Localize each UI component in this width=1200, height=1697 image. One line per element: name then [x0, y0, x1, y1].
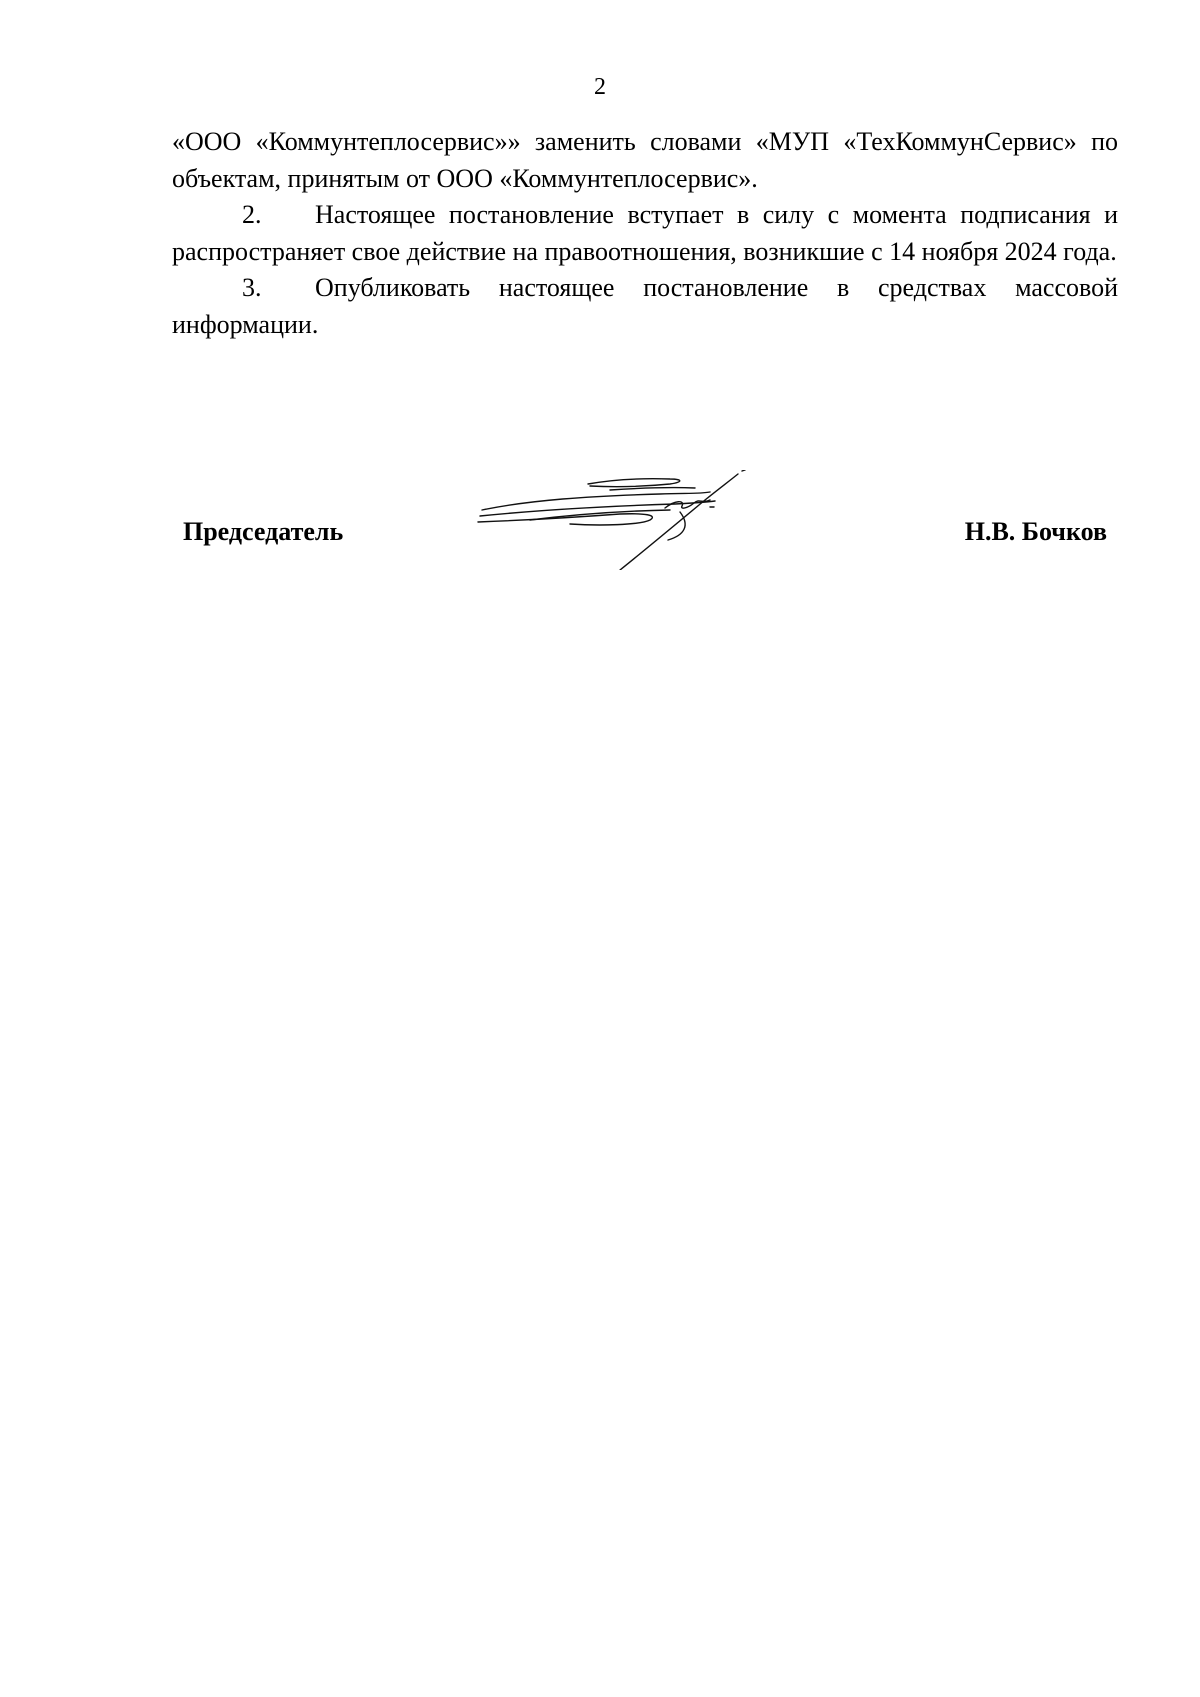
page-number: 2	[594, 74, 606, 100]
paragraph-continuation: «ООО «Коммунтеплосервис»» заменить словами «МУП «ТехКоммунСервис» по объектам, принятым от ООО «Коммунтеплосервис».	[172, 127, 1118, 193]
signer-name: Н.В. Бочков	[964, 517, 1107, 546]
item-text: Опубликовать настоящее постановление в средствах массовой информации.	[172, 273, 1118, 339]
item-number: 2.	[242, 200, 262, 229]
item-number: 3.	[242, 273, 262, 302]
document-body	[172, 124, 1118, 343]
item-text: Настоящее постановление вступает в силу с момента подписания и распространяет свое действие на правоотношения, возникшие с 14 ноября 2024 года.	[172, 200, 1118, 266]
signature-block	[0, 512, 1200, 552]
paragraph-item-3	[172, 270, 1118, 343]
paragraph-item-2	[172, 197, 1118, 270]
signer-position: Председатель	[183, 517, 344, 546]
